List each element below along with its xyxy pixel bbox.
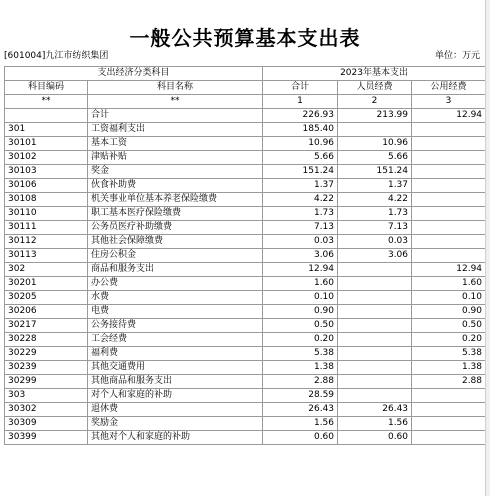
- table-row: [5, 221, 486, 235]
- row-public: [412, 249, 486, 263]
- row-total: 0.60: [263, 431, 338, 445]
- row-public: 12.94: [412, 109, 486, 123]
- row-public: [412, 151, 486, 165]
- row-public: [412, 207, 486, 221]
- table-row: [5, 389, 486, 403]
- row-personnel: 5.66: [338, 151, 412, 165]
- row-personnel: 4.22: [338, 193, 412, 207]
- row-name: 职工基本医疗保险缴费: [88, 207, 263, 221]
- row-name: 基本工资: [88, 137, 263, 151]
- row-total: 151.24: [263, 165, 338, 179]
- row-personnel: 151.24: [338, 165, 412, 179]
- header-row-columns: [5, 81, 486, 95]
- report-subheader: [4, 48, 484, 60]
- organization-label: [601004]九江市纺织集团: [4, 51, 109, 61]
- row-name: 对个人和家庭的补助: [88, 389, 263, 403]
- row-code: 30399: [5, 431, 88, 445]
- row-total: 26.43: [263, 403, 338, 417]
- row-personnel: 26.43: [338, 403, 412, 417]
- table-row: [5, 263, 486, 277]
- table-row: [5, 137, 486, 151]
- row-public: [412, 221, 486, 235]
- header-index-3: 3: [412, 95, 486, 109]
- row-code: 30206: [5, 305, 88, 319]
- row-personnel: [338, 319, 412, 333]
- page-title: 一般公共预算基本支出表: [129, 26, 361, 50]
- row-personnel: 1.37: [338, 179, 412, 193]
- row-personnel: [338, 347, 412, 361]
- table-row: [5, 249, 486, 263]
- row-total: 12.94: [263, 263, 338, 277]
- row-personnel: 213.99: [338, 109, 412, 123]
- row-total: 2.88: [263, 375, 338, 389]
- table-row: [5, 375, 486, 389]
- header-public: 公用经费: [412, 81, 486, 95]
- row-public: 0.10: [412, 291, 486, 305]
- row-personnel: 1.73: [338, 207, 412, 221]
- table-row: [5, 305, 486, 319]
- row-total: 0.50: [263, 319, 338, 333]
- row-code: 30217: [5, 319, 88, 333]
- table-row: [5, 417, 486, 431]
- row-personnel: [338, 305, 412, 319]
- row-public: 0.90: [412, 305, 486, 319]
- header-group-classification: 支出经济分类科目: [5, 67, 263, 81]
- row-public: 0.20: [412, 333, 486, 347]
- row-public: 0.50: [412, 319, 486, 333]
- table-row: [5, 123, 486, 137]
- row-name: 机关事业单位基本养老保险缴费: [88, 193, 263, 207]
- table-row: [5, 109, 486, 123]
- header-name: 科目名称: [88, 81, 263, 95]
- row-public: [412, 123, 486, 137]
- header-row-group: [5, 67, 486, 81]
- row-personnel: 10.96: [338, 137, 412, 151]
- row-code: 30302: [5, 403, 88, 417]
- row-personnel: 0.03: [338, 235, 412, 249]
- row-name: 公务接待费: [88, 319, 263, 333]
- header-total: 合计: [263, 81, 338, 95]
- header-mark-name: **: [88, 95, 263, 109]
- row-total: 1.38: [263, 361, 338, 375]
- row-code: 30201: [5, 277, 88, 291]
- row-personnel: 3.06: [338, 249, 412, 263]
- header-personnel: 人员经费: [338, 81, 412, 95]
- row-code: 30103: [5, 165, 88, 179]
- row-name: 其他社会保障缴费: [88, 235, 263, 249]
- row-code: 302: [5, 263, 88, 277]
- row-personnel: [338, 333, 412, 347]
- table-row: [5, 151, 486, 165]
- row-name: 福利费: [88, 347, 263, 361]
- row-name: 公务员医疗补助缴费: [88, 221, 263, 235]
- table-row: [5, 193, 486, 207]
- header-row-index: [5, 95, 486, 109]
- row-code: 30228: [5, 333, 88, 347]
- row-personnel: [338, 123, 412, 137]
- row-personnel: [338, 389, 412, 403]
- budget-table: [4, 66, 486, 445]
- row-code: 30309: [5, 417, 88, 431]
- row-public: [412, 389, 486, 403]
- row-code: 30110: [5, 207, 88, 221]
- row-code: 30101: [5, 137, 88, 151]
- row-code: 30205: [5, 291, 88, 305]
- right-edge-strip: [485, 0, 490, 496]
- row-name: 商品和服务支出: [88, 263, 263, 277]
- row-name: 其他交通费用: [88, 361, 263, 375]
- table-row: [5, 277, 486, 291]
- table-row: [5, 361, 486, 375]
- row-personnel: [338, 263, 412, 277]
- row-total: 0.10: [263, 291, 338, 305]
- header-mark-code: **: [5, 95, 88, 109]
- row-name: 水费: [88, 291, 263, 305]
- row-public: 1.60: [412, 277, 486, 291]
- row-public: [412, 193, 486, 207]
- row-public: [412, 137, 486, 151]
- row-code: 30112: [5, 235, 88, 249]
- row-name: 工会经费: [88, 333, 263, 347]
- row-total: 5.38: [263, 347, 338, 361]
- row-public: 2.88: [412, 375, 486, 389]
- row-public: [412, 431, 486, 445]
- row-personnel: 0.60: [338, 431, 412, 445]
- row-public: [412, 235, 486, 249]
- row-total: 1.60: [263, 277, 338, 291]
- row-code: [5, 109, 88, 123]
- row-total: 0.90: [263, 305, 338, 319]
- row-name: 电费: [88, 305, 263, 319]
- row-name: 其他商品和服务支出: [88, 375, 263, 389]
- table-row: [5, 165, 486, 179]
- row-personnel: [338, 361, 412, 375]
- row-total: 1.37: [263, 179, 338, 193]
- row-personnel: 1.56: [338, 417, 412, 431]
- row-total: 0.20: [263, 333, 338, 347]
- row-code: 30113: [5, 249, 88, 263]
- row-public: [412, 403, 486, 417]
- row-code: 30108: [5, 193, 88, 207]
- unit-label: 单位：万元: [434, 51, 480, 61]
- row-personnel: 7.13: [338, 221, 412, 235]
- table-row: [5, 179, 486, 193]
- table-body: [5, 109, 486, 445]
- row-code: 301: [5, 123, 88, 137]
- row-code: 303: [5, 389, 88, 403]
- row-total: 28.59: [263, 389, 338, 403]
- row-personnel: [338, 277, 412, 291]
- row-personnel: [338, 291, 412, 305]
- row-total: 7.13: [263, 221, 338, 235]
- row-public: [412, 165, 486, 179]
- row-public: 5.38: [412, 347, 486, 361]
- row-code: 30229: [5, 347, 88, 361]
- table-row: [5, 347, 486, 361]
- row-name: 退休费: [88, 403, 263, 417]
- row-public: [412, 179, 486, 193]
- row-code: 30299: [5, 375, 88, 389]
- row-name: 办公费: [88, 277, 263, 291]
- row-name: 津贴补贴: [88, 151, 263, 165]
- row-name: 奖励金: [88, 417, 263, 431]
- row-name: 其他对个人和家庭的补助: [88, 431, 263, 445]
- row-public: [412, 417, 486, 431]
- row-name: 工资福利支出: [88, 123, 263, 137]
- row-total: 1.73: [263, 207, 338, 221]
- row-public: 12.94: [412, 263, 486, 277]
- table-row: [5, 431, 486, 445]
- table-row: [5, 207, 486, 221]
- row-total: 1.56: [263, 417, 338, 431]
- row-total: 5.66: [263, 151, 338, 165]
- header-index-1: 1: [263, 95, 338, 109]
- row-code: 30102: [5, 151, 88, 165]
- table-row: [5, 333, 486, 347]
- table-row: [5, 235, 486, 249]
- header-group-basic-expenditure: 2023年基本支出: [263, 67, 486, 81]
- row-total: 3.06: [263, 249, 338, 263]
- row-name: 合计: [88, 109, 263, 123]
- row-total: 0.03: [263, 235, 338, 249]
- row-code: 30111: [5, 221, 88, 235]
- row-name: 伙食补助费: [88, 179, 263, 193]
- row-name: 住房公积金: [88, 249, 263, 263]
- row-name: 奖金: [88, 165, 263, 179]
- row-personnel: [338, 375, 412, 389]
- header-code: 科目编码: [5, 81, 88, 95]
- header-index-2: 2: [338, 95, 412, 109]
- table-row: [5, 291, 486, 305]
- row-total: 185.40: [263, 123, 338, 137]
- row-code: 30106: [5, 179, 88, 193]
- table-row: [5, 403, 486, 417]
- row-total: 226.93: [263, 109, 338, 123]
- table-row: [5, 319, 486, 333]
- row-public: 1.38: [412, 361, 486, 375]
- row-code: 30239: [5, 361, 88, 375]
- row-total: 4.22: [263, 193, 338, 207]
- row-total: 10.96: [263, 137, 338, 151]
